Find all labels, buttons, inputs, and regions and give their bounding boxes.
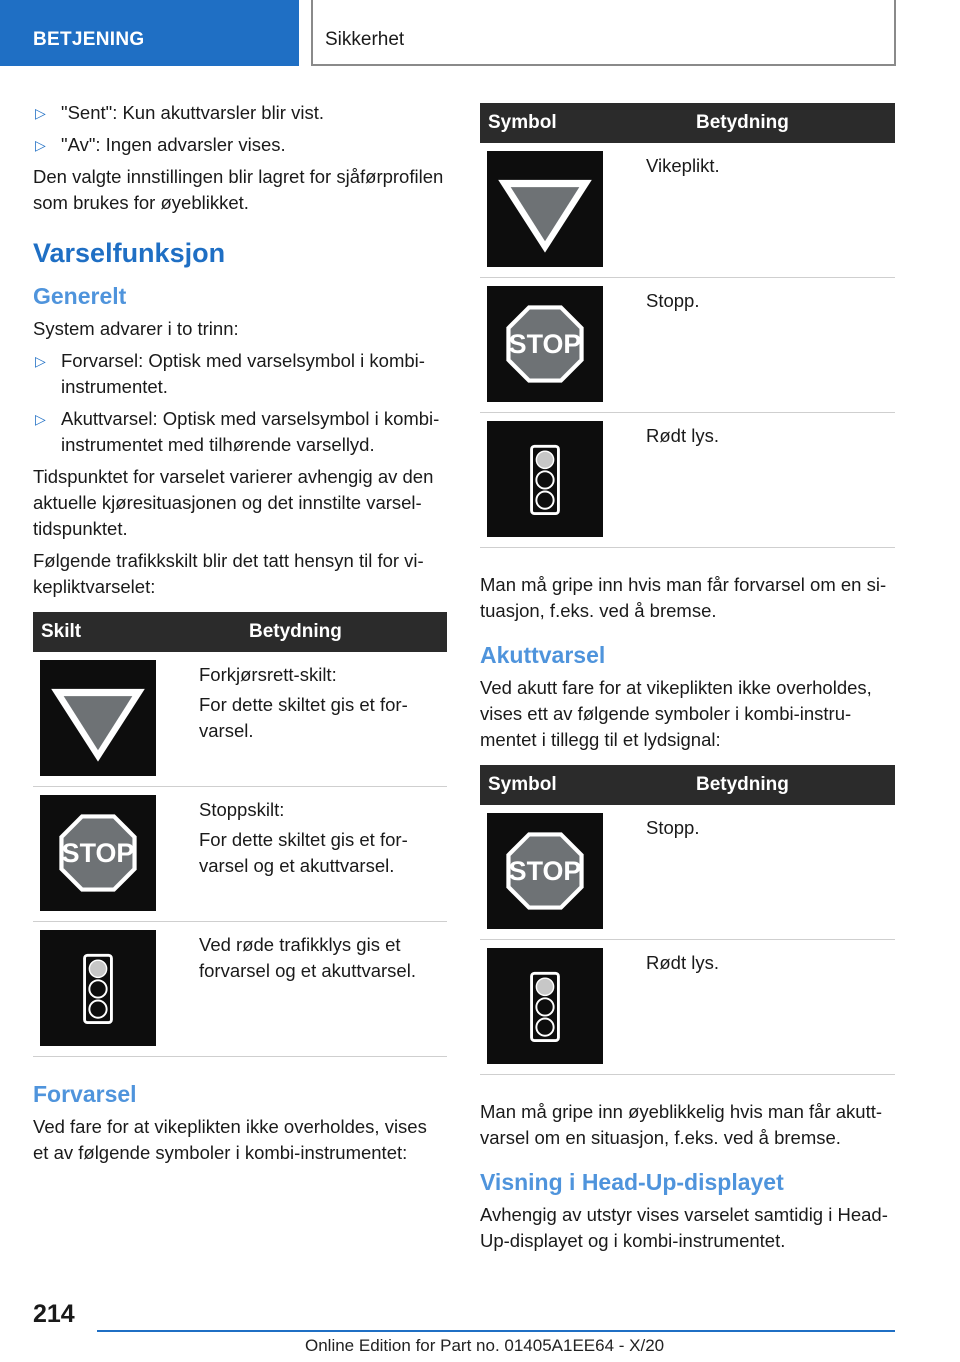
subsection-heading: Akuttvarsel (480, 642, 606, 668)
section-heading: Varselfunksjon (33, 238, 226, 268)
table-header: Symbol (480, 103, 646, 143)
paragraph: Den valgte innstillingen blir lagret for sjåførprofilen som brukes for øyeblikket. (33, 166, 444, 213)
table-row: Ved røde trafikklys gis et forvarsel og et akuttvarsel. (33, 922, 447, 1057)
table-row: Stoppskilt: For dette skiltet gis et forvarsel og et akuttvarsel. (33, 787, 447, 922)
symbols-table-akuttvarsel (480, 765, 895, 1075)
traffic-light-icon (487, 948, 603, 1064)
paragraph: Avhengig av utstyr vises varselet samtidig i Head-Up-displayet og i kombi-instrumentet. (480, 1204, 888, 1251)
yield-sign-icon (487, 151, 603, 267)
table-header: Symbol (480, 765, 646, 805)
stop-sign-icon (487, 813, 603, 929)
table-header: Betydning (646, 765, 895, 805)
table-row: Stopp. (480, 278, 895, 413)
bullet-triangle-icon: ▷ (35, 411, 46, 427)
bullet-triangle-icon: ▷ (35, 137, 46, 153)
bullet-triangle-icon: ▷ (35, 353, 46, 369)
section-tab[interactable]: BETJENING (0, 0, 299, 66)
table-row: Stopp. (480, 805, 895, 940)
table-row: Vikeplikt. (480, 143, 895, 278)
paragraph: Ved fare for at vikeplikten ikke overholdes, vises et av følgende symboler i kombi-instrumentet: (33, 1116, 427, 1163)
paragraph: Følgende trafikkskilt blir det tatt hensyn til for vikepliktvarselet: (33, 550, 424, 597)
list-item: ▷ "Av": Ingen advarsler vises. (33, 132, 447, 158)
table-row: Forkjørsrett-skilt: For dette skiltet gis et forvarsel. (33, 652, 447, 787)
bullet-triangle-icon: ▷ (35, 105, 46, 121)
paragraph: System advarer i to trinn: (33, 318, 239, 339)
list-item: ▷ Forvarsel: Optisk med varselsymbol i kombiinstrumentet. (35, 350, 425, 397)
edition-note: Online Edition for Part no. 01405A1EE64 - X/20 (305, 1336, 665, 1355)
table-header: Skilt (33, 612, 199, 652)
left-column (33, 100, 447, 1172)
traffic-light-icon (40, 930, 156, 1046)
paragraph: Man må gripe inn øyeblikkelig hvis man får akuttvarsel om en situasjon, f.eks. ved å bremse. (480, 1101, 883, 1148)
table-row: Rødt lys. (480, 413, 895, 548)
footer-divider (97, 1330, 895, 1332)
subsection-heading: Visning i Head-Up-displayet (480, 1169, 784, 1195)
right-column (480, 103, 895, 1260)
stop-sign-icon (40, 795, 156, 911)
table-header: Betydning (199, 612, 447, 652)
subsection-heading: Generelt (33, 283, 127, 309)
page-number: 214 (33, 1300, 75, 1328)
table-row: Rødt lys. (480, 940, 895, 1075)
subsection-heading: Forvarsel (33, 1081, 137, 1107)
chapter-tab[interactable]: Sikkerhet (311, 0, 896, 66)
list-item: ▷ Akuttvarsel: Optisk med varselsymbol i kombi-instrumentet med tilhørende varsellyd. (35, 408, 440, 455)
signs-table (33, 612, 447, 1057)
paragraph: Ved akutt fare for at vikeplikten ikke overholdes, vises ett av følgende symboler i kombi-instrumentet i tillegg til et lydsignal: (480, 677, 872, 750)
traffic-light-icon (487, 421, 603, 537)
yield-sign-icon (40, 660, 156, 776)
stop-sign-icon (487, 286, 603, 402)
list-item: ▷ "Sent": Kun akuttvarsler blir vist. (33, 100, 447, 126)
paragraph: Man må gripe inn hvis man får forvarsel om en situasjon, f.eks. ved å bremse. (480, 574, 887, 621)
symbols-table-forvarsel (480, 103, 895, 548)
table-header: Betydning (646, 103, 895, 143)
paragraph: Tidspunktet for varselet varierer avhengig av den aktuelle kjøresituasjonen og det innstilte varseltidspunktet. (33, 466, 434, 539)
